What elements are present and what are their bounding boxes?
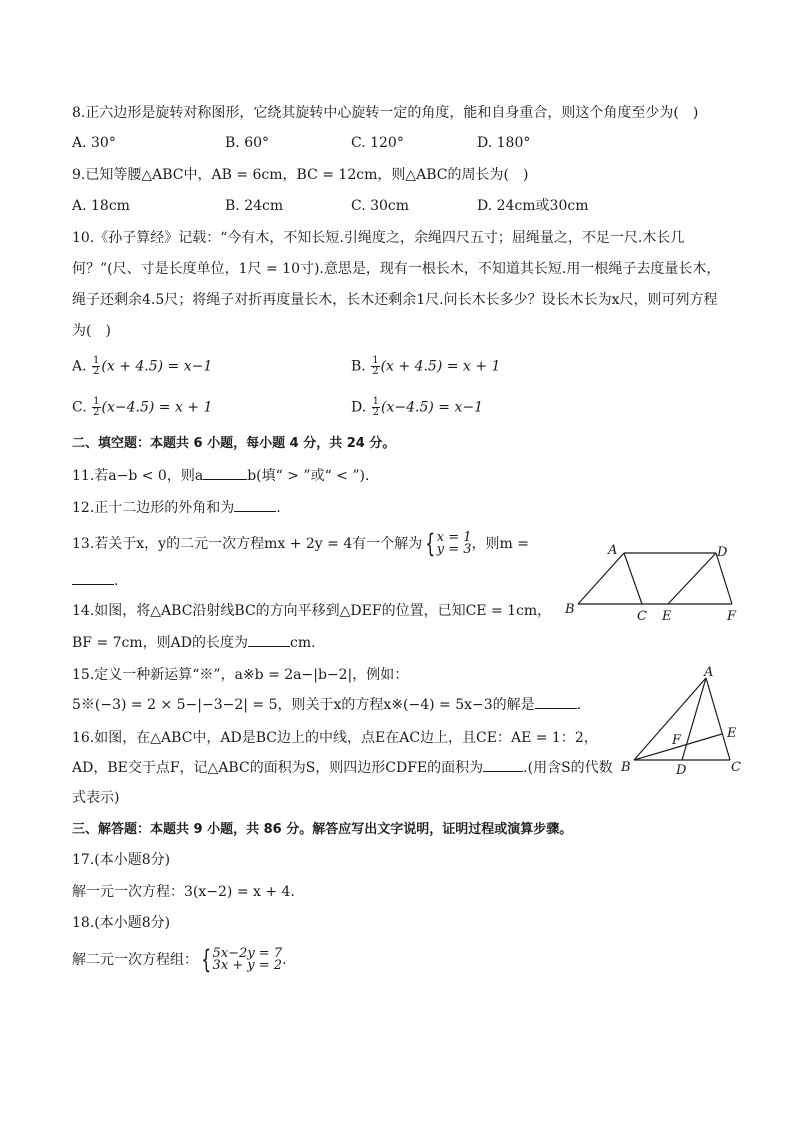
q11-answer-blank bbox=[203, 467, 247, 480]
segment-ab bbox=[634, 678, 706, 760]
q12-answer-blank bbox=[234, 499, 276, 512]
segment-ac bbox=[624, 553, 642, 604]
q9-option-a: A. 18cm bbox=[72, 198, 130, 214]
q16-line-2 bbox=[72, 758, 613, 778]
label-d: D bbox=[676, 763, 687, 778]
q12-text-before: 12.正十二边形的外角和为 bbox=[72, 500, 235, 516]
q16-line-3: 式表示) bbox=[72, 790, 120, 806]
q16-answer-blank bbox=[483, 759, 523, 772]
q14-line-1: 14.如图，将△ABC沿射线BC的方向平移到△DEF的位置，已知CE = 1cm， bbox=[72, 603, 552, 619]
option-expression: (x + 4.5) = x−1 bbox=[101, 358, 213, 375]
q18-body: 解二元一次方程组： { 5x−2y = 7 3x + y = 2 . bbox=[72, 945, 287, 975]
q13-equation-system: { x = 1 y = 3 bbox=[425, 529, 472, 559]
q8-option-d: D. 180° bbox=[477, 135, 531, 151]
q11-text-after: b(填“ > ”或“ < ”)． bbox=[247, 468, 379, 484]
q10-line-1: 10.《孙子算经》记载：“今有木，不知长短.引绳度之，余绳四尺五寸；屈绳量之，不足一尺.木长几 bbox=[72, 230, 685, 246]
q14-text-before: BF = 7cm，则AD的长度为 bbox=[72, 635, 248, 651]
q15-line-2 bbox=[72, 695, 581, 715]
q10-line-2: 何？”(尺、寸是长度单位，1尺 = 10寸).意思是，现有一根长木，不知道其长短.用一根绳子去度量长木， bbox=[72, 261, 721, 277]
option-label: A. bbox=[72, 358, 87, 375]
q8-stem: 8.正六边形是旋转对称图形，它绕其旋转中心旋转一定的角度，能和自身重合，则这个角度至少为( ) bbox=[72, 105, 699, 121]
figure-q16-triangle bbox=[612, 658, 752, 780]
label-c: C bbox=[637, 609, 647, 624]
q16-line-1: 16.如图，在△ABC中，AD是BC边上的中线，点E在AC边上，且CE：AE = 1：2， bbox=[72, 730, 598, 746]
q11-text-before: 11.若a−b < 0，则a bbox=[72, 468, 204, 484]
label-a: A bbox=[608, 543, 618, 558]
q8-option-c: C. 120° bbox=[351, 135, 404, 151]
q10-option-a bbox=[72, 356, 212, 377]
option-expression: (x−4.5) = x−1 bbox=[381, 399, 483, 416]
q17-body: 解一元一次方程：3(x−2) = x + 4. bbox=[72, 884, 295, 900]
q18-equation-system: { 5x−2y = 7 3x + y = 2 bbox=[201, 945, 283, 975]
q12 bbox=[72, 498, 281, 518]
option-expression: (x + 4.5) = x + 1 bbox=[380, 358, 501, 375]
q10-line-3: 绳子还剩余4.5尺；将绳子对折再度量长木，长木还剩余1尺.问长木长多少？设长木长为x尺，则可列方程 bbox=[72, 292, 718, 308]
label-e: E bbox=[662, 609, 672, 624]
fraction-half: $\frac{1}{2}$ bbox=[93, 396, 100, 418]
q18-title: 18.(本小题8分) bbox=[72, 915, 171, 931]
option-expression: (x−4.5) = x + 1 bbox=[101, 399, 213, 416]
q9-option-c: C. 30cm bbox=[351, 198, 410, 214]
segment-ab bbox=[578, 553, 624, 604]
label-a: A bbox=[704, 665, 714, 680]
q15-text-before: 5※(−3) = 2 × 5−|−3−2| = 5，则关于x的方程x※(−4) = 5x−3的解是 bbox=[72, 697, 535, 713]
label-f: F bbox=[672, 733, 682, 748]
segment-ad bbox=[682, 678, 706, 760]
label-b: B bbox=[565, 602, 575, 617]
q10-option-c bbox=[72, 397, 212, 418]
q8-option-a: A. 30° bbox=[72, 135, 116, 151]
q11 bbox=[72, 466, 379, 486]
q13-text-after: ，则m = bbox=[471, 536, 530, 552]
label-c: C bbox=[731, 760, 741, 775]
q18-text-before: 解二元一次方程组： bbox=[72, 952, 198, 968]
q10-line-4: 为( ) bbox=[72, 323, 111, 339]
option-label: D. bbox=[351, 399, 367, 416]
q13-text-before: 13.若关于x，y的二元一次方程mx + 2y = 4有一个解为 bbox=[72, 536, 423, 552]
section-2-heading: 二、填空题：本题共 6 小题，每小题 4 分，共 24 分。 bbox=[72, 436, 396, 451]
label-f: F bbox=[727, 609, 737, 624]
q10-option-d bbox=[351, 397, 483, 418]
q15-text-after: . bbox=[576, 697, 582, 713]
segment-de bbox=[668, 553, 716, 604]
fraction-half: $\frac{1}{2}$ bbox=[93, 355, 100, 377]
q14-line-2 bbox=[72, 633, 316, 653]
segment-ac bbox=[706, 678, 730, 760]
q14-answer-blank bbox=[248, 634, 290, 647]
q14-text-after: cm. bbox=[290, 635, 316, 651]
left-brace: { bbox=[425, 529, 436, 559]
label-b: B bbox=[621, 760, 631, 775]
q8-option-b: B. 60° bbox=[225, 135, 270, 151]
q13-answer-blank bbox=[72, 572, 114, 585]
q10-option-b bbox=[351, 356, 500, 377]
q15-line-1: 15.定义一种新运算“※”，a※b = 2a−|b−2|，例如： bbox=[72, 667, 409, 683]
label-e: E bbox=[727, 726, 737, 741]
segment-df bbox=[716, 553, 732, 604]
fraction-half: $\frac{1}{2}$ bbox=[372, 396, 380, 418]
left-brace: { bbox=[201, 945, 212, 975]
section-3-heading: 三、解答题：本题共 9 小题，共 86 分。解答应写出文字说明，证明过程或演算步骤。 bbox=[72, 822, 573, 837]
q12-text-after: . bbox=[276, 500, 281, 516]
q9-option-d: D. 24cm或30cm bbox=[477, 198, 589, 214]
q13-answer-line: . bbox=[72, 571, 118, 591]
q15-answer-blank bbox=[535, 696, 577, 709]
figure-q14-translation bbox=[560, 538, 750, 628]
option-label: B. bbox=[351, 358, 366, 375]
label-d: D bbox=[717, 545, 728, 560]
q9-stem: 9.已知等腰△ABC中，AB = 6cm，BC = 12cm，则△ABC的周长为( ) bbox=[72, 167, 529, 183]
q16-text-before: AD，BE交于点F，记△ABC的面积为S，则四边形CDFE的面积为 bbox=[72, 760, 484, 776]
q9-option-b: B. 24cm bbox=[225, 198, 284, 214]
option-label: C. bbox=[72, 399, 87, 416]
q13 bbox=[72, 531, 529, 557]
q17-title: 17.(本小题8分) bbox=[72, 852, 171, 868]
q16-text-after: .(用含S的代数 bbox=[523, 760, 613, 776]
fraction-half: $\frac{1}{2}$ bbox=[372, 355, 379, 377]
